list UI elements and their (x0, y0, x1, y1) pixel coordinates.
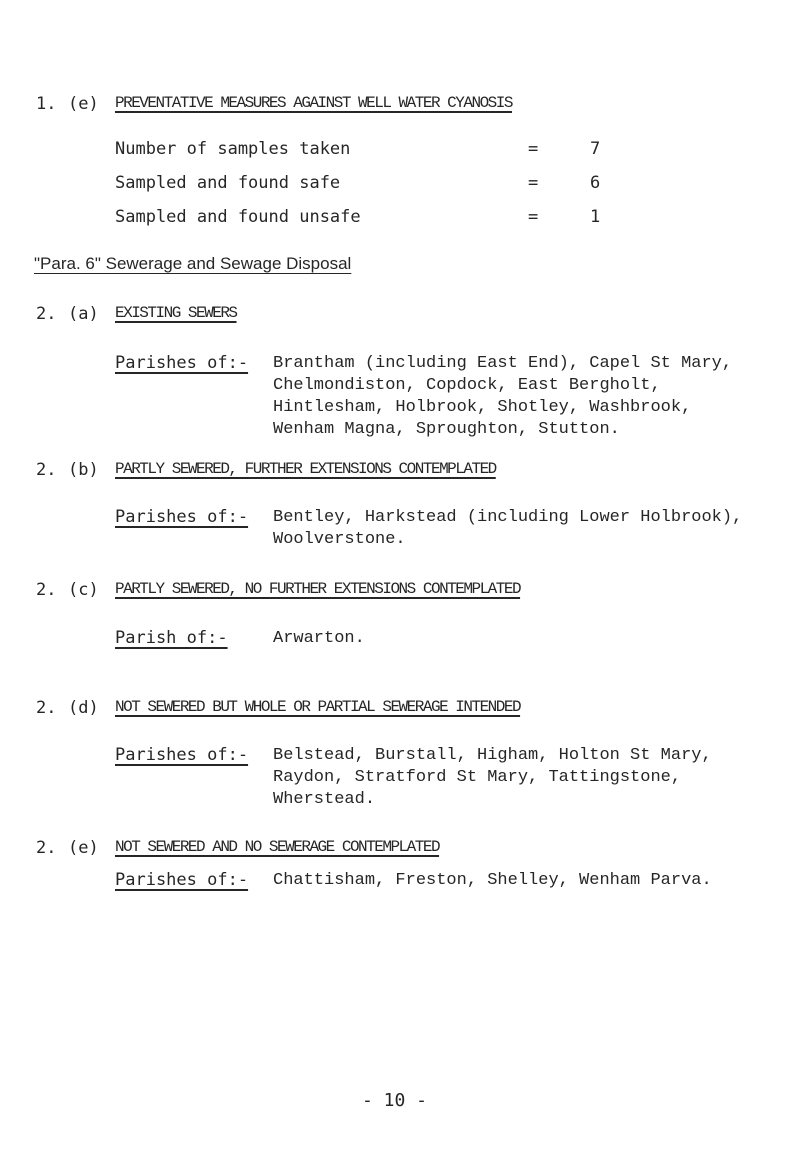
page-number: - 10 - (362, 1090, 428, 1111)
section-number-2e: 2. (36, 838, 57, 858)
stat-eq-found-safe: = (528, 173, 539, 193)
section-number-1e: 1. (36, 94, 57, 114)
stat-label-samples-taken: Number of samples taken (115, 139, 351, 159)
section-number-2a: 2. (36, 304, 57, 324)
section-heading-2a: EXISTING SEWERS (115, 304, 237, 322)
section-letter-2e: (e) (68, 838, 99, 858)
stat-eq-found-unsafe: = (528, 207, 539, 227)
stat-value-found-unsafe: 1 (590, 207, 601, 227)
parishes-list-2a: Brantham (including East End), Capel St Mary, Chelmondiston, Copdock, East Bergholt, Hintlesham, Holbrook, Shotley, Washbrook, Wenham Magna, Sproughton, Stutton. (273, 354, 733, 439)
section-letter-1e: (e) (68, 94, 99, 114)
parishes-label-2b: Parishes of:- (115, 507, 249, 527)
parishes-list-2c: Arwarton. (273, 629, 365, 648)
parishes-list-2b: Bentley, Harkstead (including Lower Holbrook), Woolverstone. (273, 508, 743, 549)
parishes-list-2d: Belstead, Burstall, Higham, Holton St Mary, Raydon, Stratford St Mary, Tattingstone, Wherstead. (273, 746, 712, 809)
parishes-list-2e: Chattisham, Freston, Shelley, Wenham Parva. (273, 871, 712, 890)
section-letter-2a: (a) (68, 304, 99, 324)
stat-value-found-safe: 6 (590, 173, 601, 193)
stat-label-found-unsafe: Sampled and found unsafe (115, 207, 361, 227)
section-heading-1e: PREVENTATIVE MEASURES AGAINST WELL WATER CYANOSIS (115, 94, 512, 112)
parishes-label-2a: Parishes of:- (115, 353, 249, 373)
parishes-label-2d: Parishes of:- (115, 745, 249, 765)
section-letter-2b: (b) (68, 460, 99, 480)
section-letter-2c: (c) (68, 580, 99, 600)
para-heading: "Para. 6" Sewerage and Sewage Disposal (34, 254, 352, 273)
section-heading-2b: PARTLY SEWERED, FURTHER EXTENSIONS CONTEMPLATED (115, 460, 496, 478)
section-letter-2d: (d) (68, 698, 99, 718)
stat-eq-samples-taken: = (528, 139, 539, 159)
section-heading-2c: PARTLY SEWERED, NO FURTHER EXTENSIONS CONTEMPLATED (115, 580, 521, 598)
parishes-label-2e: Parishes of:- (115, 870, 249, 890)
parish-label-2c: Parish of:- (115, 628, 228, 648)
stat-label-found-safe: Sampled and found safe (115, 173, 341, 193)
section-number-2b: 2. (36, 460, 57, 480)
section-number-2d: 2. (36, 698, 57, 718)
section-number-2c: 2. (36, 580, 57, 600)
section-heading-2e: NOT SEWERED AND NO SEWERAGE CONTEMPLATED (115, 838, 440, 856)
stat-value-samples-taken: 7 (590, 139, 601, 159)
section-heading-2d: NOT SEWERED BUT WHOLE OR PARTIAL SEWERAGE INTENDED (115, 698, 521, 716)
